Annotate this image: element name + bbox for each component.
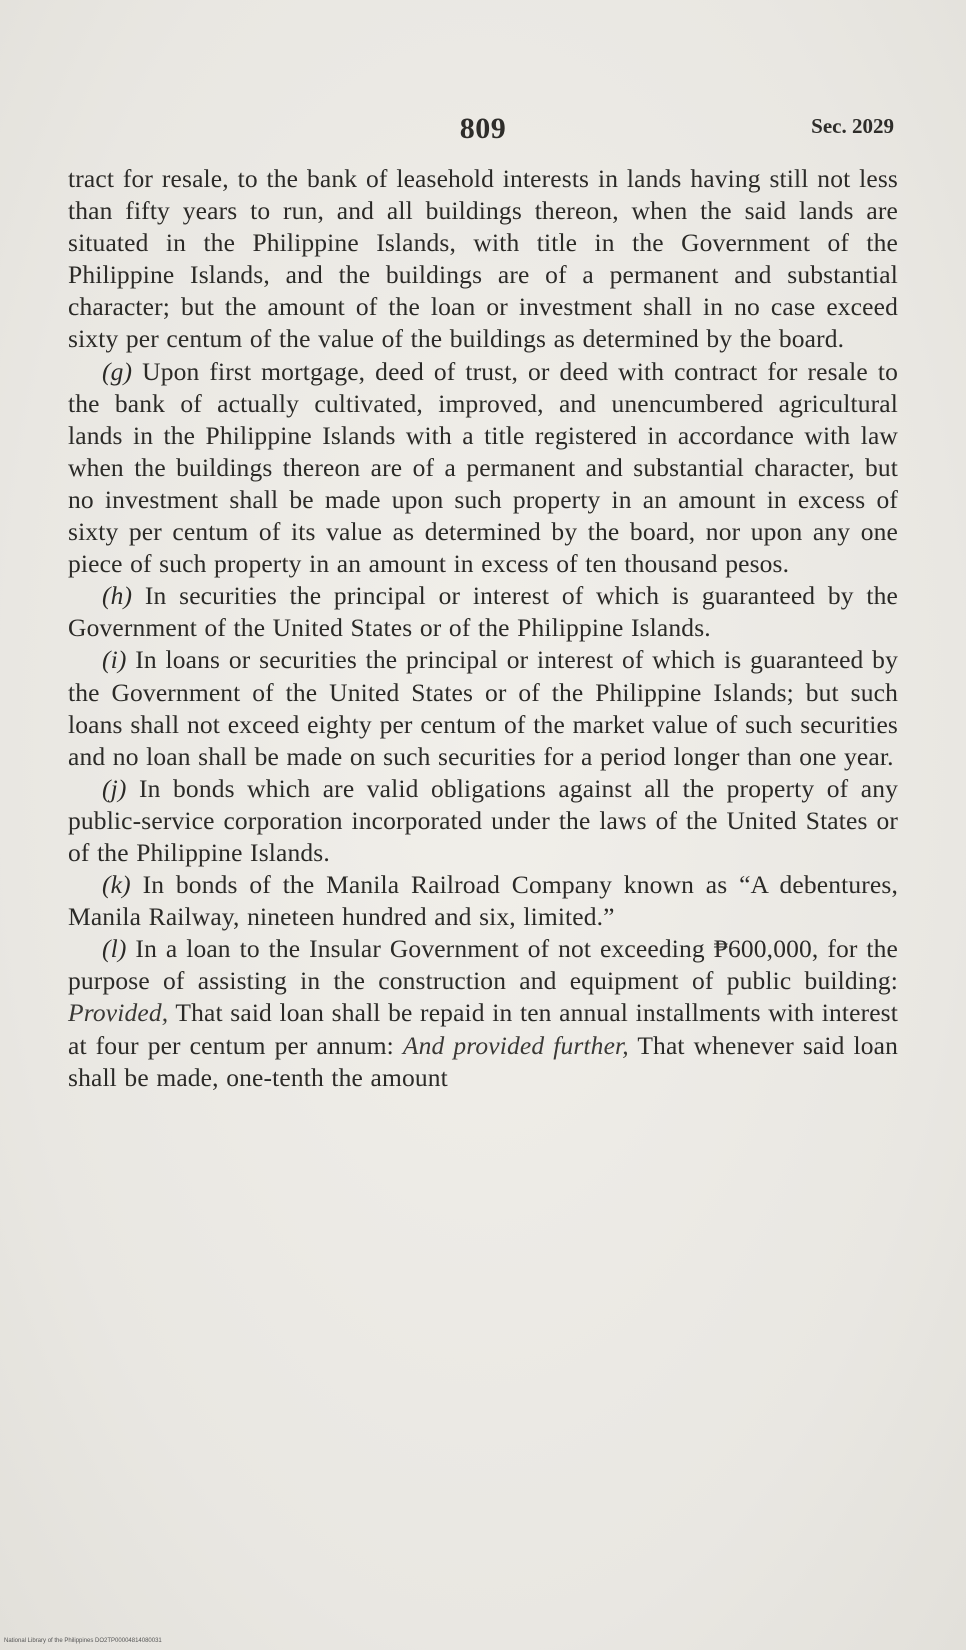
emphasis-provided: Provided,	[68, 998, 169, 1028]
paragraph-h	[68, 580, 898, 644]
paragraph-marker: (i)	[102, 645, 127, 675]
emphasis-provided-further: And provided further,	[402, 1030, 629, 1060]
paragraph-marker: (k)	[102, 870, 131, 900]
paragraph-l	[68, 933, 898, 1093]
paragraph-text: In bonds which are valid obligations against all the property of any public-service corporation incorporated under the laws of the United States or of the Philippine Islands.	[68, 773, 898, 867]
paragraph-g	[68, 356, 898, 581]
section-reference: Sec. 2029	[811, 114, 894, 138]
paragraph-marker: (l)	[102, 934, 127, 964]
body-text	[68, 163, 898, 1094]
paragraph-text: That whenever said loan shall be made, one-tenth the amount	[68, 1030, 898, 1092]
paragraph-j	[68, 773, 898, 869]
paragraph-text: Upon first mortgage, deed of trust, or deed with contract for resale to the bank of actually cultivated, improved, and unencumbered agricultural lands in the Philippine Islands with a title registered in accordance with law when the buildings thereon are of a permanent and substantial character, but no investment shall be made upon such property in an amount in excess of sixty per centum of its value as determined by the board, nor upon any one piece of such property in an amount in excess of ten thousand pesos.	[68, 356, 898, 579]
paragraph-marker: (g)	[102, 356, 133, 386]
paragraph-text: That said loan shall be repaid in ten annual installments with interest at four per centum per annum:	[68, 998, 898, 1060]
paragraph-text: In bonds of the Manila Railroad Company known as “A debentures, Manila Railway, nineteen hundred and six, limited.”	[68, 870, 898, 932]
paragraph-text: In a loan to the Insular Government of not exceeding ₱600,000, for the purpose of assisting in the construction and equipment of public building:	[68, 934, 898, 996]
page-number: 809	[459, 112, 507, 145]
paragraph-k	[68, 869, 898, 933]
paragraph-continuation	[68, 163, 898, 356]
paragraph-i	[68, 644, 898, 772]
paragraph-marker: (h)	[102, 581, 133, 611]
paragraph-marker: (j)	[102, 773, 127, 803]
paragraph-text: tract for resale, to the bank of leasehold interests in lands having still not less than fifty years to run, and all buildings thereon, when the said lands are situated in the Philippine Islands, with title in the Government of the Philippine Islands, and the buildings are of a permanent and substantial character; but the amount of the loan or investment shall in no case exceed sixty per centum of the value of the buildings as determined by the board.	[68, 164, 898, 354]
scan-footer-note: National Library of the Philippines DO2TP00004814080031	[4, 1638, 162, 1644]
paragraph-text: In securities the principal or interest of which is guaranteed by the Government of the United States or of the Philippine Islands.	[68, 581, 898, 643]
paragraph-text: In loans or securities the principal or interest of which is guaranteed by the Government of the United States or of the Philippine Islands; but such loans shall not exceed eighty per centum of the market value of such securities and no loan shall be made on such securities for a period longer than one year.	[68, 645, 898, 771]
